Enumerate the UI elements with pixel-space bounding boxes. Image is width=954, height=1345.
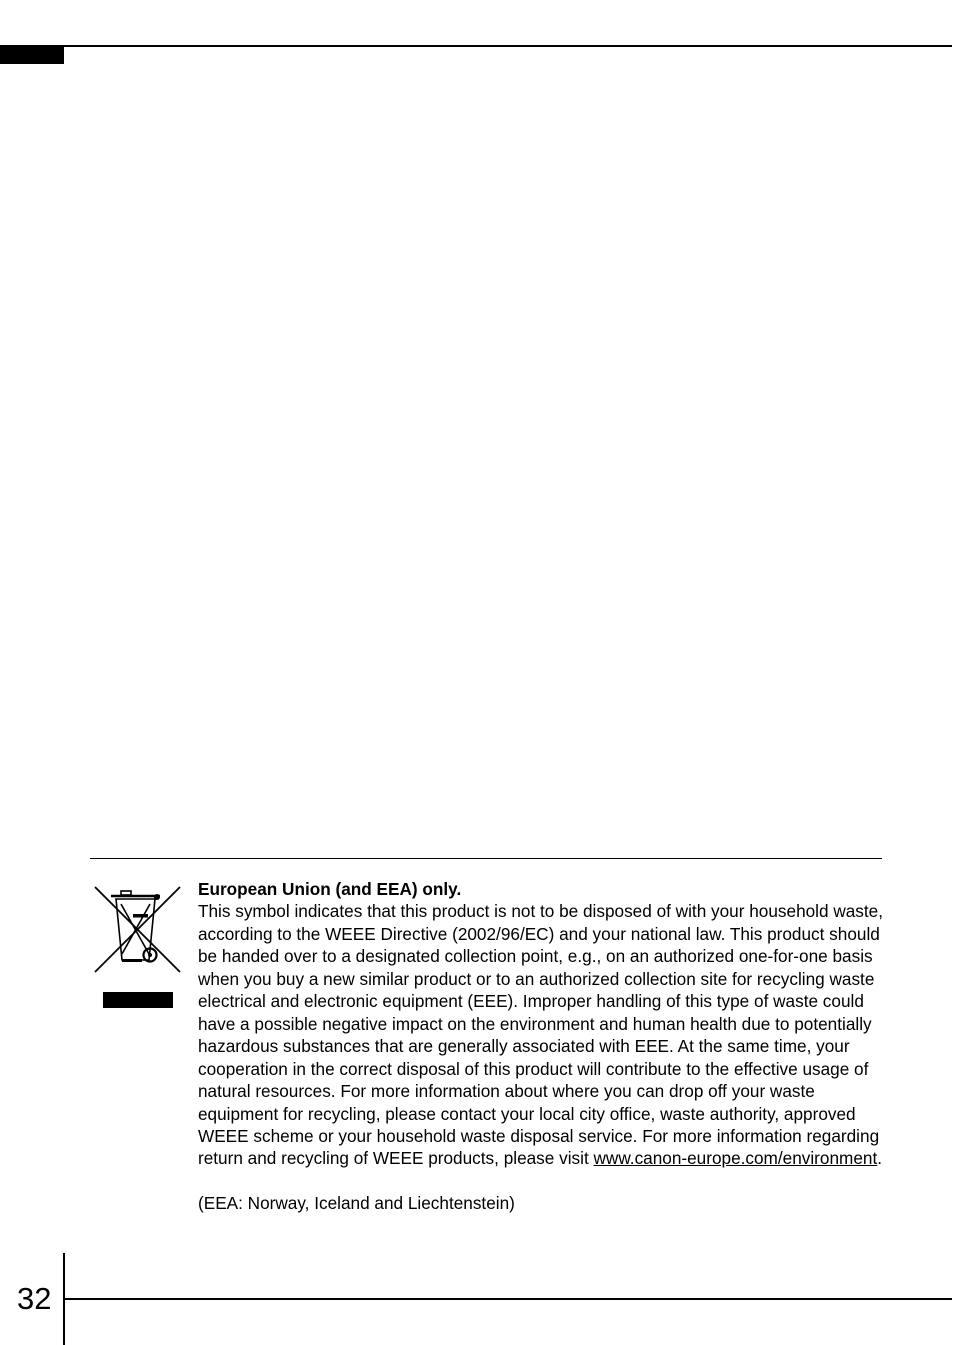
crossed-out-wheelie-bin-icon [92,884,184,1012]
page-number: 32 [17,1281,52,1316]
notice-body-text: This symbol indicates that this product is not to be disposed of with your household waste, according to the WEEE Directive (2002/96/EC) and your national law. This product should be handed over to a designated collection point, e.g., on an authorized one-for-one basis when you buy a new similar product or to an authorized collection site for recycling waste electrical and electronic equipment (EEE). Improper handling of this type of waste could have a possible negative impact on the environment and human health due to potentially hazardous substances that are generally associated with EEE. At the same time, your cooperation in the correct disposal of this product will contribute to the effective usage of natural resources. For more information about where you can drop off your waste equipment for recycling, please contact your local city office, waste authority, approved WEEE scheme or your household waste disposal service. For more information regarding return and recycling of WEEE products, please visit [198,901,884,1169]
notice-body-trailing: . [877,1148,883,1169]
section-divider [90,858,882,859]
environment-link[interactable]: www.canon-europe.com/environment [593,1148,878,1169]
weee-notice [198,878,888,1215]
header-tab-marker [0,47,64,64]
header-rule [0,45,952,47]
notice-heading: European Union (and EEA) only. [198,879,462,899]
footer-rule [64,1298,952,1300]
eea-note: (EEA: Norway, Iceland and Liechtenstein) [198,1193,515,1214]
notice-body [198,900,888,1169]
